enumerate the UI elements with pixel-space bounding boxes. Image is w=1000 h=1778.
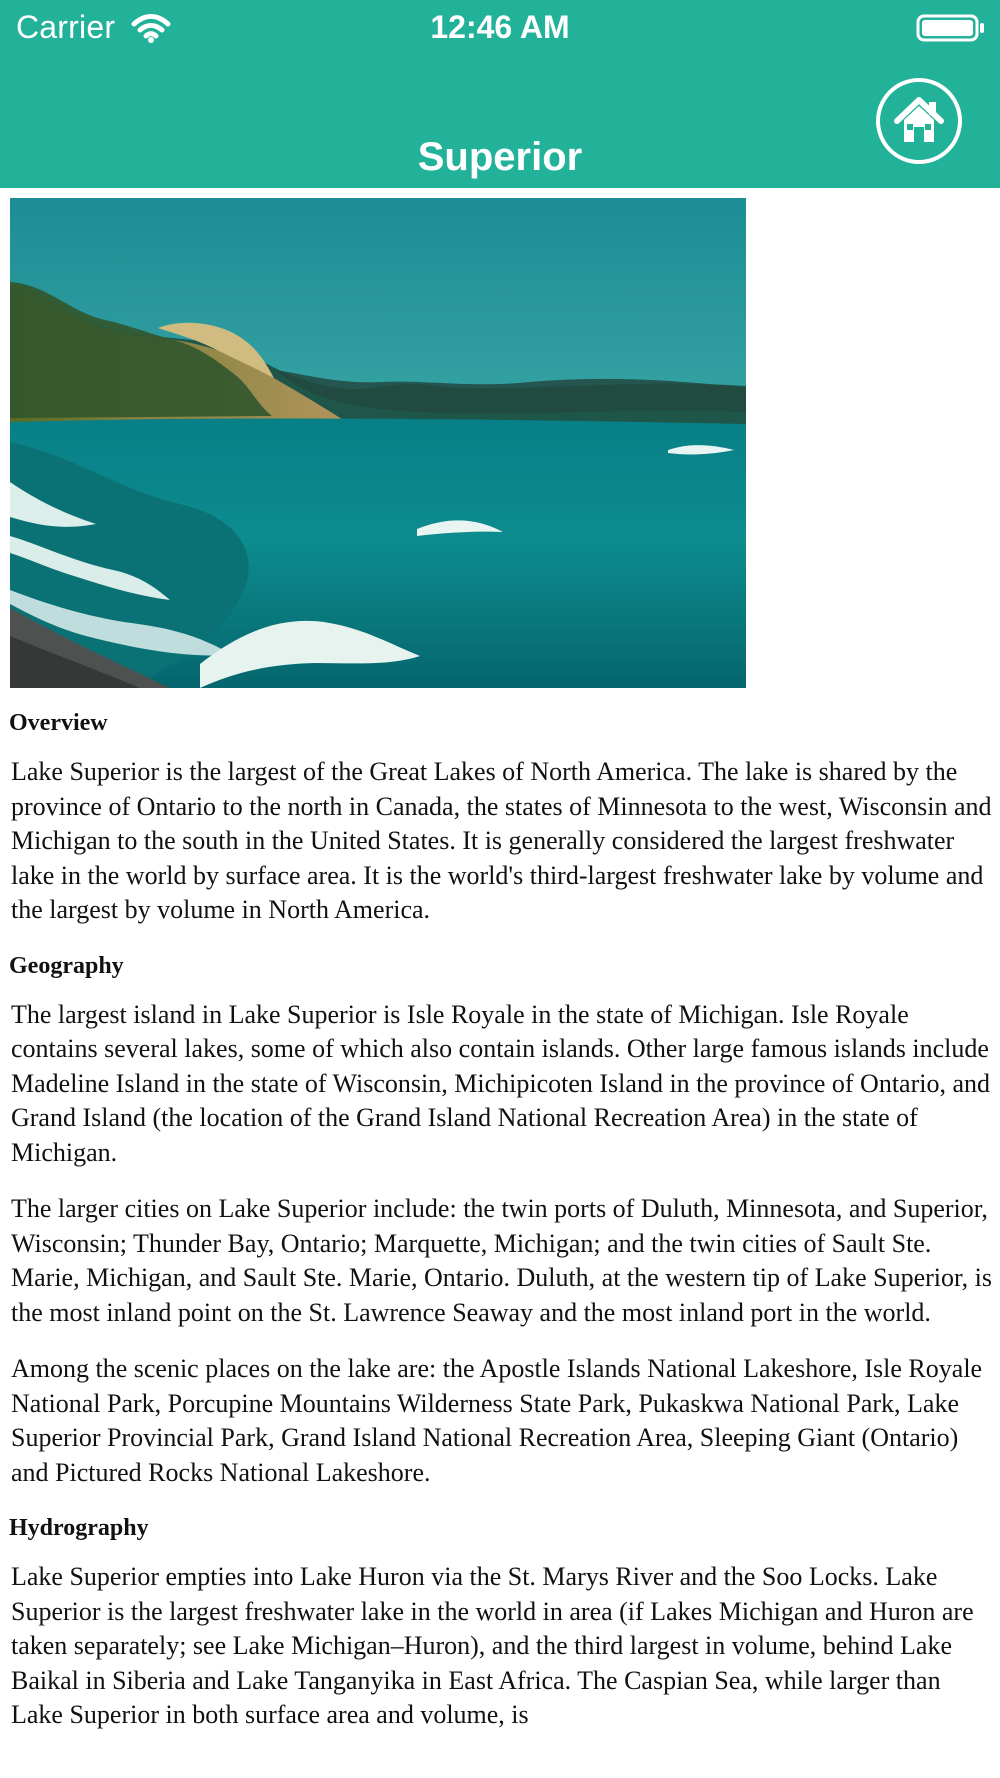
hydrography-section — [9, 1512, 994, 1733]
navigation-header — [0, 0, 1000, 188]
carrier-label: Carrier — [16, 9, 116, 45]
geography-paragraph-islands: The largest island in Lake Superior is Isle Royale in the state of Michigan. Isle Royale contains several lakes, some of which also contain islands. Other large famous islands include Madeline Island in the state of Wisconsin, Michipicoten Island in the province of Ontario, and Grand Island (the location of the Grand Island National Recreation Area) in the state of Michigan. — [11, 999, 991, 1167]
hydrography-paragraph: Lake Superior empties into Lake Huron via the St. Marys River and the Soo Locks. Lake Superior is the largest freshwater lake in the world in area (if Lakes Michigan and Huron are taken separately; see Lake Michigan–Huron), and the third largest in volume, behind Lake Baikal in Siberia and Lake Tanganyika in East Africa. The Caspian Sea, while larger than Lake Superior in both surface area and volume, is — [11, 1562, 974, 1729]
battery-icon — [916, 13, 986, 43]
geography-heading: Geography — [9, 952, 124, 979]
status-time: 12:46 AM — [430, 9, 570, 45]
overview-section — [9, 707, 994, 928]
overview-heading: Overview — [9, 710, 108, 736]
status-bar — [0, 0, 1000, 55]
geography-paragraph-scenic-places: Among the scenic places on the lake are: the Apostle Islands National Lakeshore, Isle Royale National Park, Porcupine Mountains Wilderness State Park, Pukaskwa National Park, Lake Superior Provincial Park, Grand Island National Recreation Area, Sleeping Giant (Ontario) and Pictured Rocks National Lakeshore. — [11, 1354, 983, 1487]
geography-paragraph-cities: The larger cities on Lake Superior include: the twin ports of Duluth, Minnesota, and Superior, Wisconsin; Thunder Bay, Ontario; Marquette, Michigan; and the twin cities of Sault Ste. Marie, Michigan, and Sault Ste. Marie, Ontario. Duluth, at the western tip of Lake Superior, is the most inland point on the St. Lawrence Seaway and the most inland port in the world. — [11, 1194, 992, 1327]
home-button[interactable] — [876, 78, 962, 164]
page-title: Superior — [417, 134, 583, 179]
overview-paragraph: Lake Superior is the largest of the Great Lakes of North America. The lake is shared by the province of Ontario to the north in Canada, the states of Minnesota to the west, Wisconsin and Michigan to the south in the United States. It is generally considered the largest freshwater lake in the world by surface area. It is the world's third-largest freshwater lake by volume and the largest by volume in North America. — [11, 757, 992, 924]
lake-article — [9, 707, 994, 1755]
home-icon — [891, 93, 947, 149]
geography-section — [9, 950, 994, 1491]
hydrography-heading: Hydrography — [9, 1515, 149, 1541]
lake-superior-photo — [10, 198, 746, 688]
lake-landscape-illustration — [10, 198, 746, 688]
